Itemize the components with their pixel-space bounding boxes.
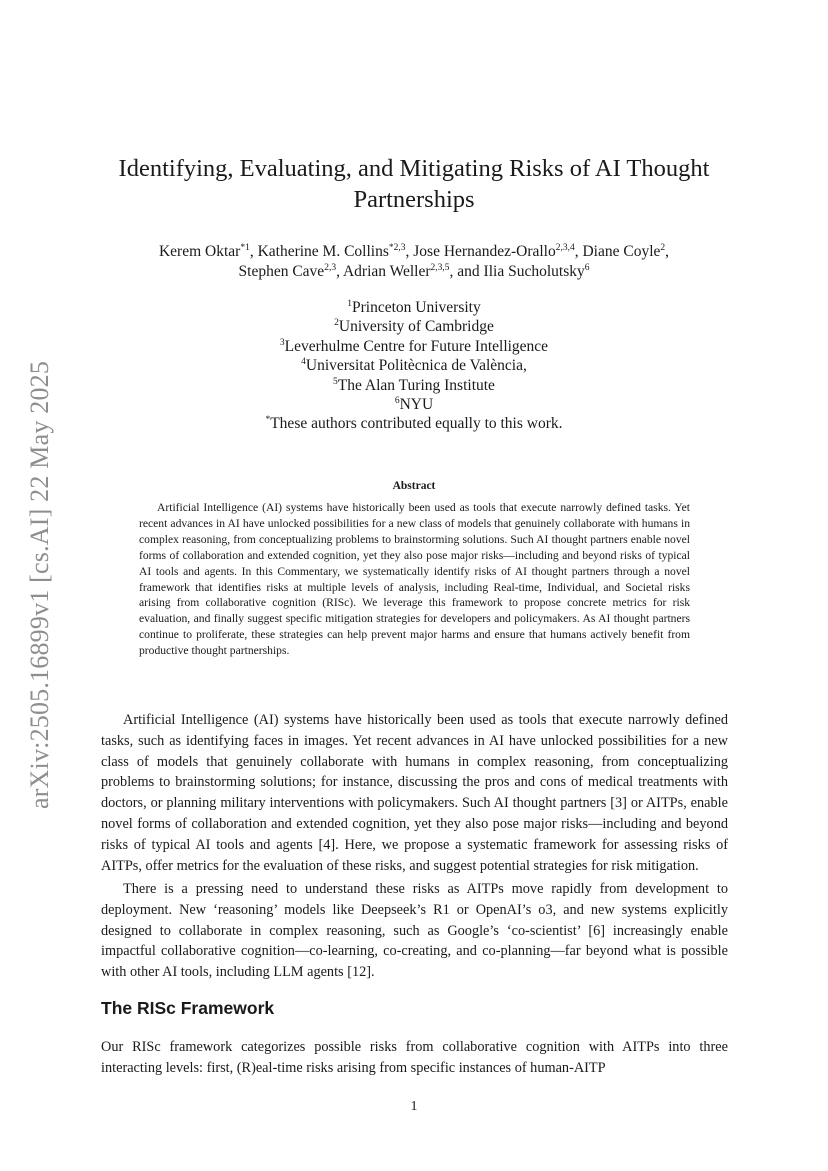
- author-name: Stephen Cave$^{2,3}$: [238, 263, 337, 280]
- affiliation-marker: 4: [301, 357, 306, 368]
- body-paragraph-3: Our RISc framework categorizes possible risks from collaborative cognition with AITPs into three interacting levels: first, (R)eal-time risks arising from specific instances of human-AITP: [101, 1039, 728, 1076]
- arxiv-identifier[interactable]: arXiv:2505.16899v1 [cs.AI] 22 May 2025: [25, 360, 54, 810]
- equal-contribution-marker: *: [265, 415, 271, 426]
- affiliation-list: [90, 298, 738, 434]
- author-name: Jose Hernandez-Orallo$^{2,3,4}$: [413, 243, 575, 260]
- author-list: Kerem Oktar$^{*1}$, Katherine M. Collins$^{*2,3}$, Jose Hernandez-Orallo$^{2,3,4}$, Diane Coyle$^2$, Stephen Cave$^{2,3}$, Adrian Weller$^{2,3,5}$, and Ilia Sucholutsky$^6$: [158, 243, 670, 280]
- author-affiliation-marker: 2: [660, 243, 666, 253]
- affiliation-name: Leverhulme Centre for Future Intelligence: [284, 337, 549, 355]
- page-number: 1: [410, 1099, 418, 1114]
- affiliation-marker: 2: [334, 318, 339, 329]
- affiliation-name: The Alan Turing Institute: [337, 376, 495, 394]
- author-affiliation-marker: 2,3,4: [555, 243, 575, 253]
- affiliation-marker: 1: [347, 299, 353, 309]
- equal-contribution-note: [90, 414, 738, 433]
- equal-contribution-text: These authors contributed equally to this work.: [270, 415, 563, 433]
- section-heading-risc-framework: The RISc Framework: [101, 998, 275, 1018]
- affiliation-line: [90, 317, 738, 336]
- author-affiliation-marker: 6: [584, 263, 590, 273]
- affiliation-name: Universitat Politècnica de València,: [305, 357, 527, 375]
- abstract-heading: Abstract: [392, 480, 436, 492]
- affiliation-marker: 5: [333, 376, 338, 387]
- affiliation-line: [90, 337, 738, 356]
- affiliation-name: University of Cambridge: [338, 318, 494, 336]
- author-affiliation-marker: 2,3: [324, 263, 337, 273]
- affiliation-marker: 3: [279, 337, 285, 348]
- paper-title: Identifying, Evaluating, and Mitigating Risks of AI Thought Partnerships: [118, 155, 710, 213]
- author-name: Adrian Weller$^{2,3,5}$: [342, 263, 450, 280]
- affiliation-name: Princeton University: [352, 299, 481, 316]
- author-name: Diane Coyle$^2$: [582, 243, 666, 260]
- author-affiliation-marker: *2,3: [388, 243, 406, 253]
- author-affiliation-marker: 2,3,5: [430, 263, 450, 273]
- author-affiliation-marker: *1: [240, 243, 250, 253]
- abstract-text: Artificial Intelligence (AI) systems have historically been used as tools that execute narrowly defined tasks. Yet recent advances in AI have unlocked possibilities for a new class of models that genuinely collaborate with humans in complex reasoning, from conceptualizing problems to brainstorming solutions. Such AI thought partners enable novel forms of collaboration and extended cognition, yet they also pose major risks—including and beyond risks of typical AI tools and agents. In this Commentary, we systematically identify risks of AI thought partners through a novel framework that identifies risks at multiple levels of analysis, including Real-time, Individual, and Societal risks arising from collaborative cognition (RISc). We leverage this framework to propose concrete metrics for risk evaluation, and finally suggest specific mitigation strategies for developers and policymakers. As AI thought partners continue to proliferate, these strategies can help prevent major harms and ensure that humans actively benefit from productive thought partnerships.: [139, 501, 690, 658]
- affiliation-line: [90, 395, 738, 414]
- affiliation-line: [90, 298, 738, 317]
- affiliation-marker: 6: [394, 396, 400, 407]
- affiliation-name: NYU: [399, 396, 434, 414]
- author-name: Ilia Sucholutsky$^6$: [483, 263, 590, 280]
- body-paragraph-2: There is a pressing need to understand these risks as AITPs move rapidly from development to deployment. New ‘reasoning’ models like Deepseek’s R1 or OpenAI’s o3, and new systems explicitly designed to collaborate in complex reasoning, such as Google’s ‘co-scientist’ [6] increasingly enable impactful collaborative cognition—co-learning, co-creating, and co-planning—far beyond what is possible with other AI tools, including LLM agents [12].: [101, 881, 728, 981]
- affiliation-line: [90, 356, 738, 375]
- affiliation-line: [90, 376, 738, 395]
- author-name: Kerem Oktar$^{*1}$: [158, 243, 250, 260]
- arxiv-sidebar: [20, 340, 60, 830]
- body-paragraph-1: Artificial Intelligence (AI) systems have historically been used as tools that execute narrowly defined tasks, such as identifying faces in images. Yet recent advances in AI have unlocked possibilities for a new class of models that genuinely collaborate with humans in complex reasoning, from conceptualizing problems to brainstorming solutions; for instance, discussing the pros and cons of medical treatments with doctors, or planning military interventions with policymakers. Such AI thought partners [3] or AITPs, enable novel forms of collaboration and extended cognition, yet they also pose major risks—including and beyond risks of typical AI tools and agents [4]. Here, we propose a systematic framework for assessing risks of AITPs, offer metrics for the evaluation of these risks, and suggest potential strategies for risk mitigation.: [101, 712, 728, 874]
- author-name: Katherine M. Collins$^{*2,3}$: [257, 243, 406, 260]
